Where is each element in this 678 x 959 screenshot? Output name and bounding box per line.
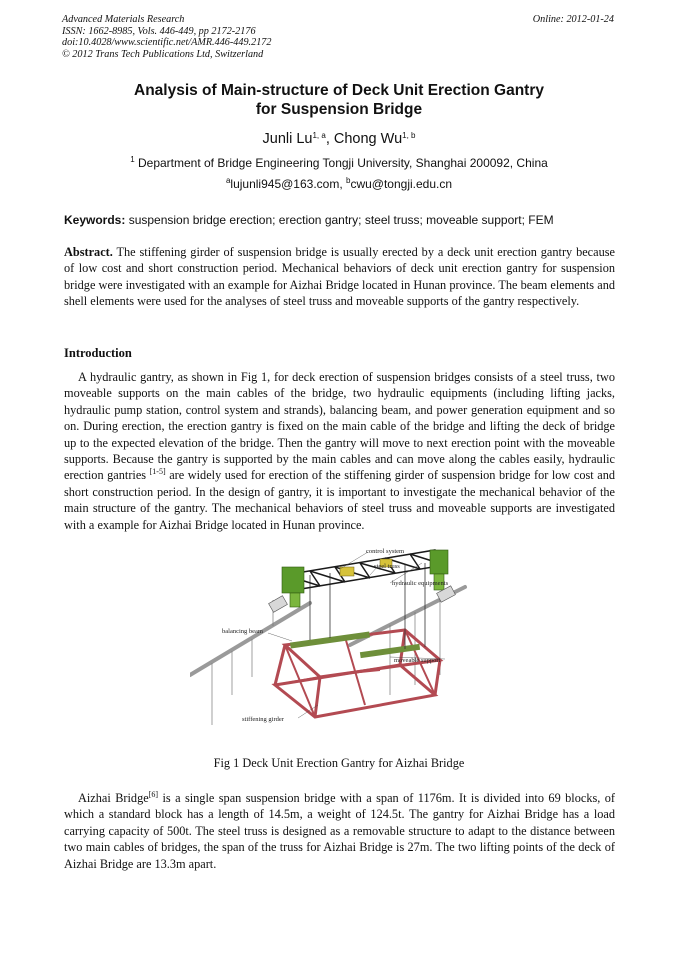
journal-header — [62, 14, 271, 60]
keywords — [64, 213, 616, 227]
label-stiffening-girder: stiffening girder — [242, 716, 284, 723]
copyright-line: © 2012 Trans Tech Publications Ltd, Switzerland — [62, 48, 264, 60]
online-date: Online: 2012-01-24 — [532, 14, 614, 25]
affiliation-mark: 1 — [130, 155, 135, 164]
intro-text: are widely used for erection of the stiffening girder of suspension bridge for low cost and short construction period. In the design of gantry, it is important to investigate the mechanical behavior of the main structure of the gantry. The mechanical behaviors of steel truss and moveable supports are investigated with a example for Aizhai Bridge located in Hunan province. — [64, 468, 615, 532]
label-moveable-support: moveable support — [394, 657, 441, 664]
email-link[interactable]: lujunli945@163.com, — [230, 177, 346, 191]
section-heading: Introduction — [64, 346, 132, 360]
email-mark: b — [346, 176, 351, 185]
issn-line: ISSN: 1662-8985, Vols. 446-449, pp 2172-2176 — [62, 25, 256, 37]
label-balancing-beam: balancing beam — [222, 628, 263, 635]
gantry-figure — [190, 545, 490, 750]
label-steel-truss: steel truss — [374, 563, 400, 570]
aizhai-text: Aizhai Bridge — [78, 791, 149, 805]
abstract — [64, 244, 615, 310]
author-separator: , — [325, 131, 334, 147]
keywords-label: Keywords: — [64, 213, 126, 227]
author-list — [0, 131, 678, 147]
journal-name: Advanced Materials Research — [62, 14, 185, 25]
keywords-text: suspension bridge erection; erection gantry; steel truss; moveable support; FEM — [125, 213, 554, 227]
aizhai-text: is a single span suspension bridge with a span of 1176m. It is divided into 69 blocks, of which a standard block has a length of 14.5m, a weight of 124.5t. The gantry for Aizhai Bridge has a load carrying capacity of 500t. The steel truss is designed as a removable structure to adapt to the distance between two main cables of bridges, the span of the truss for Aizhai Bridge is 27m. The two lifting points of the deck of Aizhai Bridge are 13.3m apart. — [64, 791, 616, 871]
affiliation — [0, 156, 678, 170]
email-mark: a — [225, 176, 231, 185]
figure-caption: Fig 1 Deck Unit Erection Gantry for Aizhai Bridge — [213, 756, 465, 770]
author-affil-mark: 1, b — [402, 131, 416, 140]
intro-paragraph — [64, 369, 615, 533]
label-hydraulic-equipments: hydraulic equipments — [392, 580, 449, 587]
paper-title — [0, 81, 678, 119]
aizhai-paragraph — [64, 790, 615, 872]
doi-line: doi:10.4028/www.scientific.net/AMR.446-449.2172 — [62, 37, 272, 49]
title-line-1: Analysis of Main-structure of Deck Unit Erection Gantry — [134, 82, 544, 99]
author-name: Chong Wu — [333, 131, 403, 147]
abstract-text: The stiffening girder of suspension bridge is usually erected by a deck unit erection gantry because of low cost and short construction period. Mechanical behaviors of deck unit erection gantry for suspension bridge were investigated with an example for Aizhai Bridge located in Hunan province. The beam elements and shell elements were used for the analyses of steel truss and moveable supports of the gantry respectively. — [64, 245, 615, 309]
citation-ref[interactable]: [1-5] — [149, 467, 166, 477]
intro-text: A hydraulic gantry, as shown in Fig 1, for deck erection of suspension bridges consists of a steel truss, two moveable supports on the main cables of the bridge, two hydraulic equipments (including lifting jacks, hydraulic pump station, control system and strands), balancing beam, and power generation equipment and so on. During erection, the erection gantry is fixed on the main cable of the bridge and lifting the deck of bridge up to the expected elevation of the bridge. Then the gantry will move to next erection point with the moveable supports. Because the gantry is supported by the main cables and can move along the cables easily, hydraulic erection gantries — [64, 370, 615, 483]
citation-ref[interactable]: [6] — [148, 790, 159, 799]
label-control-system: control system — [366, 548, 405, 555]
affiliation-text: Department of Bridge Engineering Tongji University, Shanghai 200092, China — [134, 156, 548, 170]
email-link[interactable]: cwu@tongji.edu.cn — [350, 177, 453, 191]
author-name: Junli Lu — [262, 131, 313, 147]
author-affil-mark: 1, a — [312, 131, 326, 140]
title-line-2: for Suspension Bridge — [255, 101, 423, 118]
author-emails — [0, 177, 678, 191]
abstract-label: Abstract. — [64, 245, 113, 259]
